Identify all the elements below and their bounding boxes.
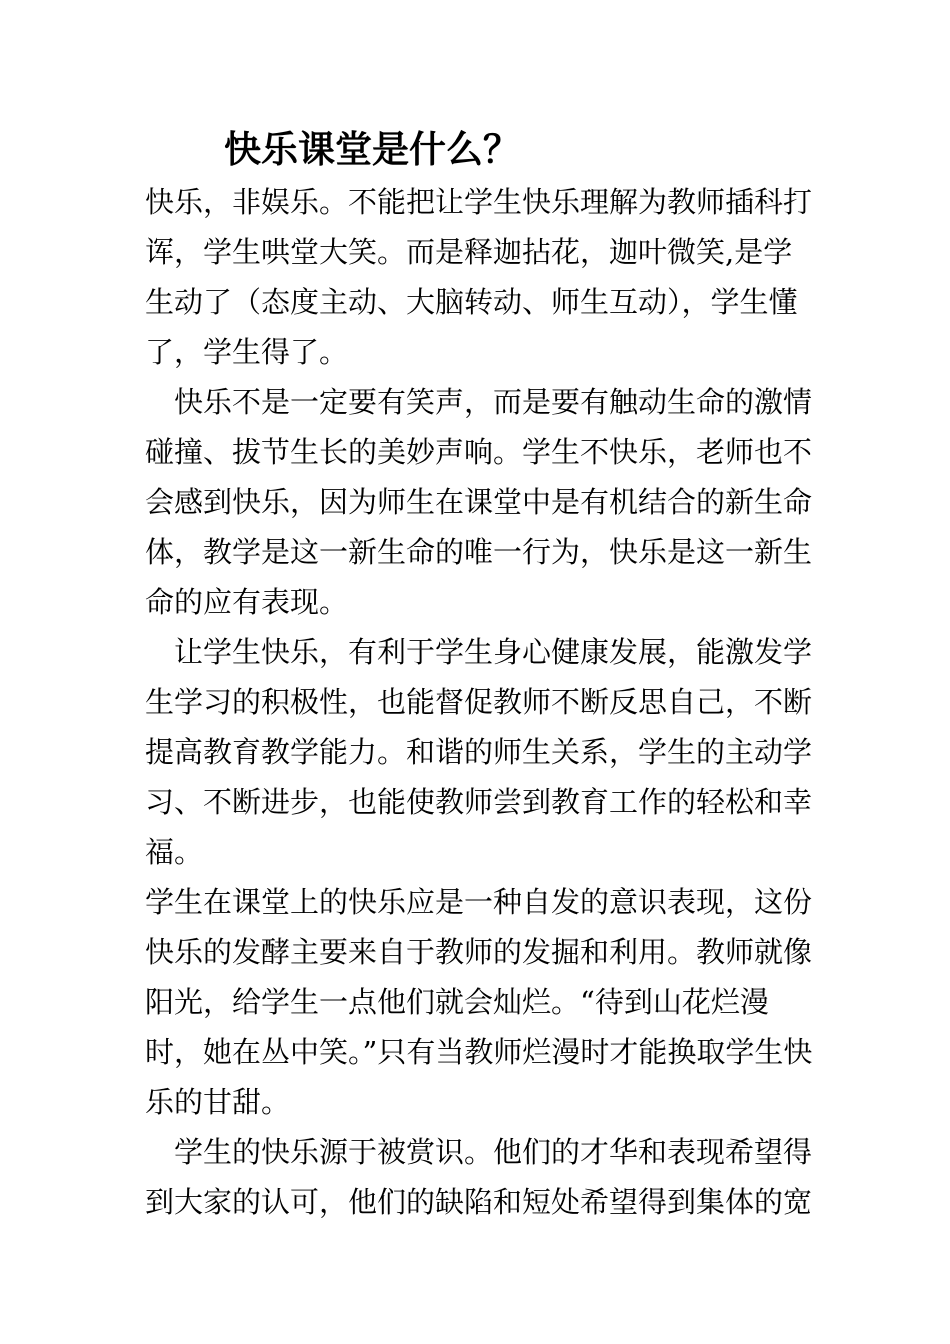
paragraph-4: 学生在课堂上的快乐应是一种自发的意识表现，这份快乐的发酵主要来自于教师的发掘和利用。教师就像阳光，给学生一点他们就会灿烂。“待到山花烂漫时，她在丛中笑。”只有当教师烂漫时才能换取学生快乐的甘甜。 [145, 885, 813, 1119]
paragraph-3: 让学生快乐，有利于学生身心健康发展，能激发学生学习的积极性，也能督促教师不断反思自己，不断提高教育教学能力。和谐的师生关系，学生的主动学习、不断进步，也能使教师尝到教育工作的轻松和幸福。 [145, 635, 813, 869]
paragraph-5: 学生的快乐源于被赏识。他们的才华和表现希望得到大家的认可，他们的缺陷和短处希望得到集体的宽 [145, 1135, 813, 1219]
paragraph-2: 快乐不是一定要有笑声，而是要有触动生命的激情碰撞、拔节生长的美妙声响。学生不快乐，老师也不会感到快乐，因为师生在课堂中是有机结合的新生命体，教学是这一新生命的唯一行为，快乐是这一新生命的应有表现。 [145, 385, 813, 619]
document-body [145, 177, 815, 1227]
paragraph-1: 快乐，非娱乐。不能把让学生快乐理解为教师插科打诨，学生哄堂大笑。而是释迦拈花，迦叶微笑,是学生动了（态度主动、大脑转动、师生互动），学生懂了，学生得了。 [145, 185, 813, 369]
document-title: 快乐课堂是什么？ [224, 128, 520, 171]
